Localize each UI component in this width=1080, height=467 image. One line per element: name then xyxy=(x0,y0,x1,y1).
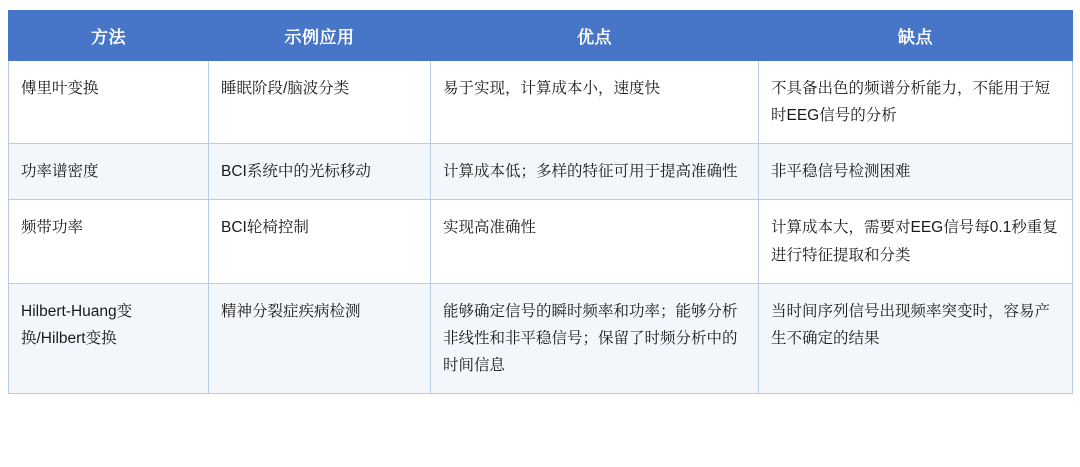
eeg-methods-table xyxy=(8,10,1073,394)
header-cell-advantages: 优点 xyxy=(431,11,759,61)
cell-method: 频带功率 xyxy=(9,200,209,283)
cell-advantages: 能够确定信号的瞬时频率和功率；能够分析非线性和非平稳信号；保留了时频分析中的时间信息 xyxy=(431,283,759,393)
table-body xyxy=(9,61,1073,394)
cell-method: 傅里叶变换 xyxy=(9,61,209,144)
cell-disadvantages: 非平稳信号检测困难 xyxy=(759,144,1073,200)
cell-method: 功率谱密度 xyxy=(9,144,209,200)
cell-application: 睡眠阶段/脑波分类 xyxy=(209,61,431,144)
cell-disadvantages: 当时间序列信号出现频率突变时，容易产生不确定的结果 xyxy=(759,283,1073,393)
header-cell-disadvantages: 缺点 xyxy=(759,11,1073,61)
header-row xyxy=(9,11,1073,61)
header-cell-application: 示例应用 xyxy=(209,11,431,61)
table-row xyxy=(9,61,1073,144)
cell-method: Hilbert-Huang变换/Hilbert变换 xyxy=(9,283,209,393)
table-row xyxy=(9,144,1073,200)
table-row xyxy=(9,200,1073,283)
cell-advantages: 实现高准确性 xyxy=(431,200,759,283)
cell-application: BCI系统中的光标移动 xyxy=(209,144,431,200)
header-cell-method: 方法 xyxy=(9,11,209,61)
table-header xyxy=(9,11,1073,61)
cell-advantages: 易于实现，计算成本小，速度快 xyxy=(431,61,759,144)
table-row xyxy=(9,283,1073,393)
cell-application: 精神分裂症疾病检测 xyxy=(209,283,431,393)
cell-disadvantages: 计算成本大，需要对EEG信号每0.1秒重复进行特征提取和分类 xyxy=(759,200,1073,283)
cell-application: BCI轮椅控制 xyxy=(209,200,431,283)
cell-disadvantages: 不具备出色的频谱分析能力，不能用于短时EEG信号的分析 xyxy=(759,61,1073,144)
cell-advantages: 计算成本低；多样的特征可用于提高准确性 xyxy=(431,144,759,200)
